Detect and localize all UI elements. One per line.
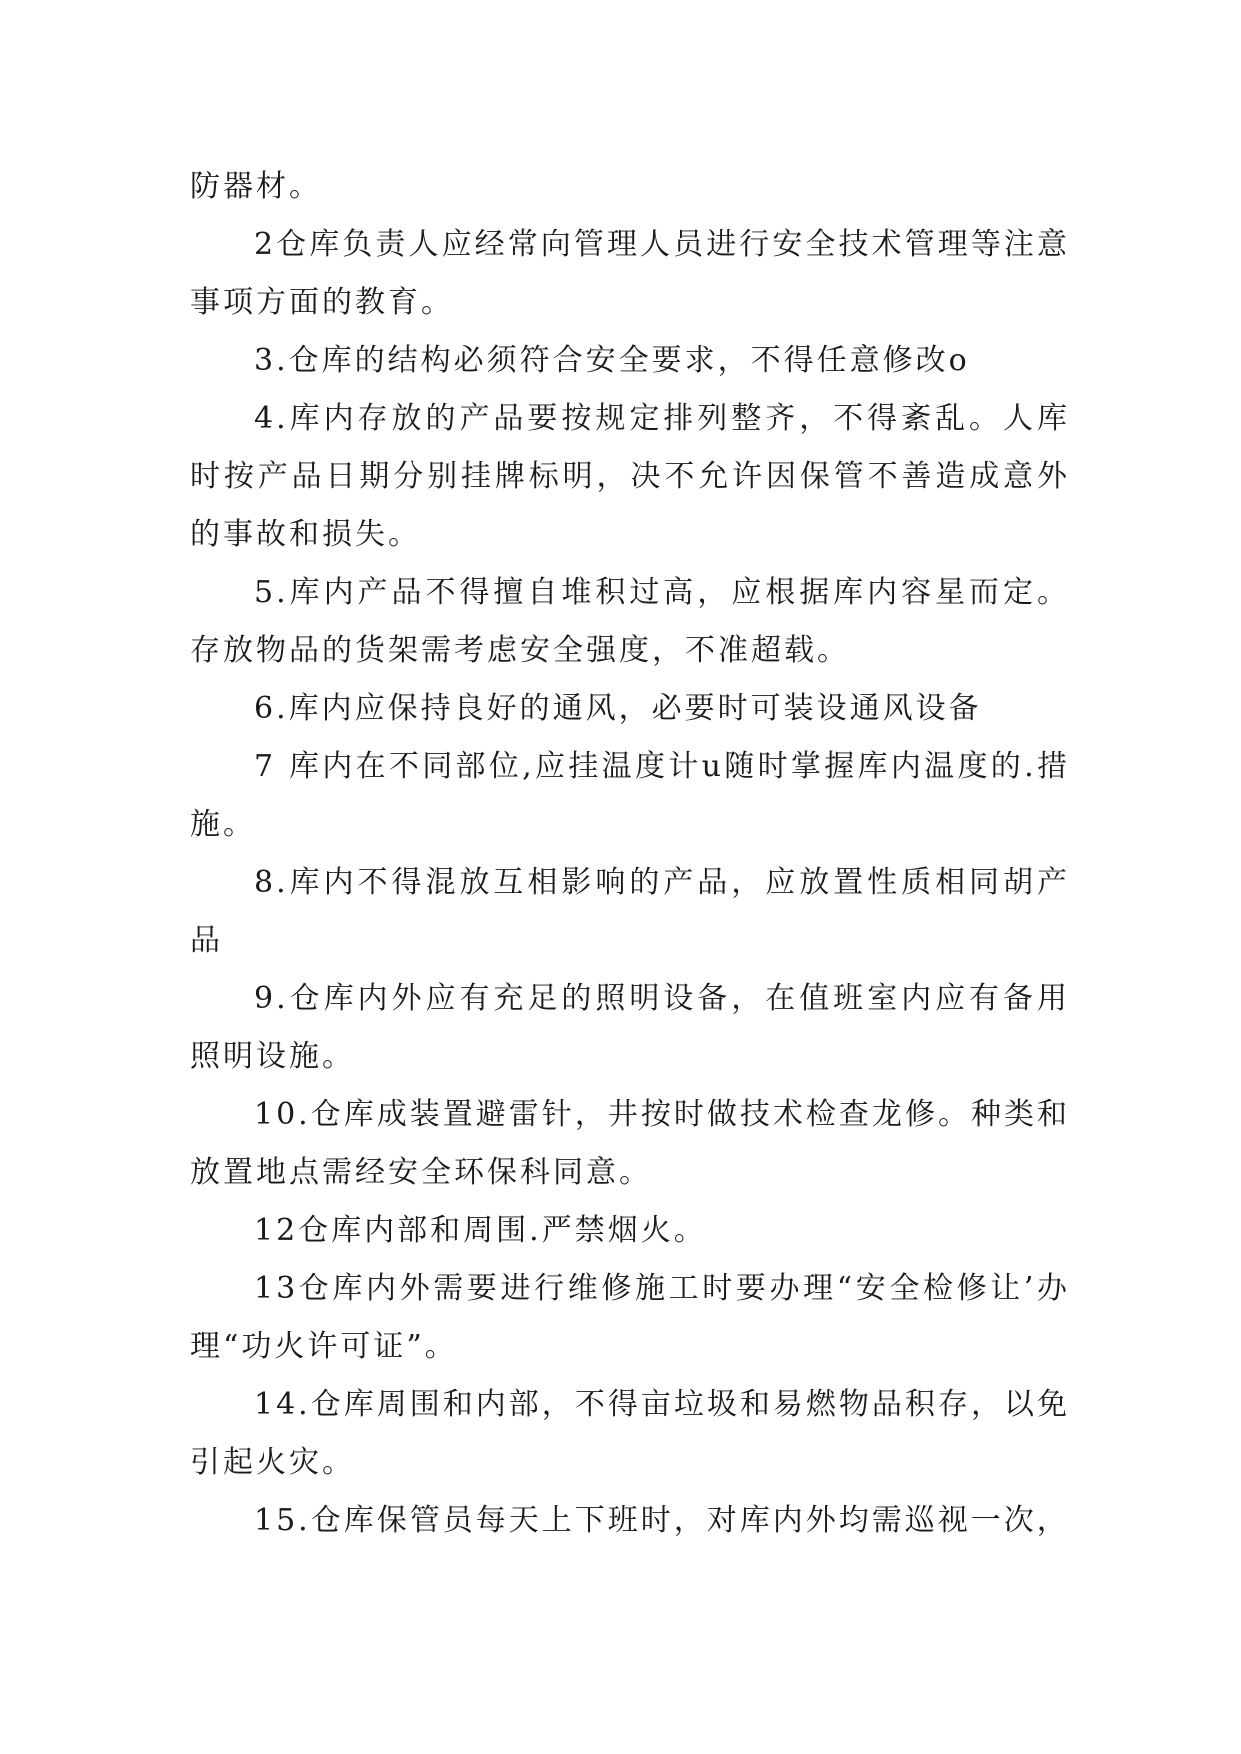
paragraph-1: 防器材。: [190, 169, 322, 204]
paragraph-3: 3.仓库的结构必须符合安全要求，不得任意修改o: [254, 343, 970, 378]
paragraph-9: 9.仓库内外应有充足的照明设备，在值班室内应有备用照明设施。: [190, 981, 1070, 1074]
paragraph-4: 4.库内存放的产品要按规定排列整齐，不得紊乱。人库时按产品日期分别挂牌标明，决不允许因保管不善造成意外的事故和损失。: [190, 401, 1070, 552]
paragraph-15: 15.仓库保管员每天上下班时，对库内外均需巡视一次，: [254, 1503, 1070, 1538]
paragraph-12: 12仓库内部和周围.严禁烟火。: [254, 1213, 707, 1248]
paragraph-5: 5.库内产品不得擅自堆积过高，应根据库内容星而定。存放物品的货架需考虑安全强度，不准超载。: [190, 575, 1070, 668]
paragraph-7: 7 库内在不同部位,应挂温度计u随时掌握库内温度的.措施。: [190, 749, 1070, 842]
document-body: [190, 158, 1070, 1550]
paragraph-10: 10.仓库成装置避雷针，井按时做技术检查龙修。种类和放置地点需经安全环保科同意。: [190, 1097, 1070, 1190]
paragraph-2: 2仓库负责人应经常向管理人员进行安全技术管理等注意事项方面的教育。: [190, 227, 1070, 320]
paragraph-13: 13仓库内外需要进行维修施工时要办理“安全检修让’办理“功火许可证”。: [190, 1271, 1070, 1364]
paragraph-14: 14.仓库周围和内部，不得亩垃圾和易燃物品积存，以免引起火灾。: [190, 1387, 1070, 1480]
paragraph-8: 8.库内不得混放互相影响的产品，应放置性质相同胡产品: [190, 865, 1070, 958]
paragraph-6: 6.库内应保持良好的通风，必要时可装设通风设备: [254, 691, 982, 726]
